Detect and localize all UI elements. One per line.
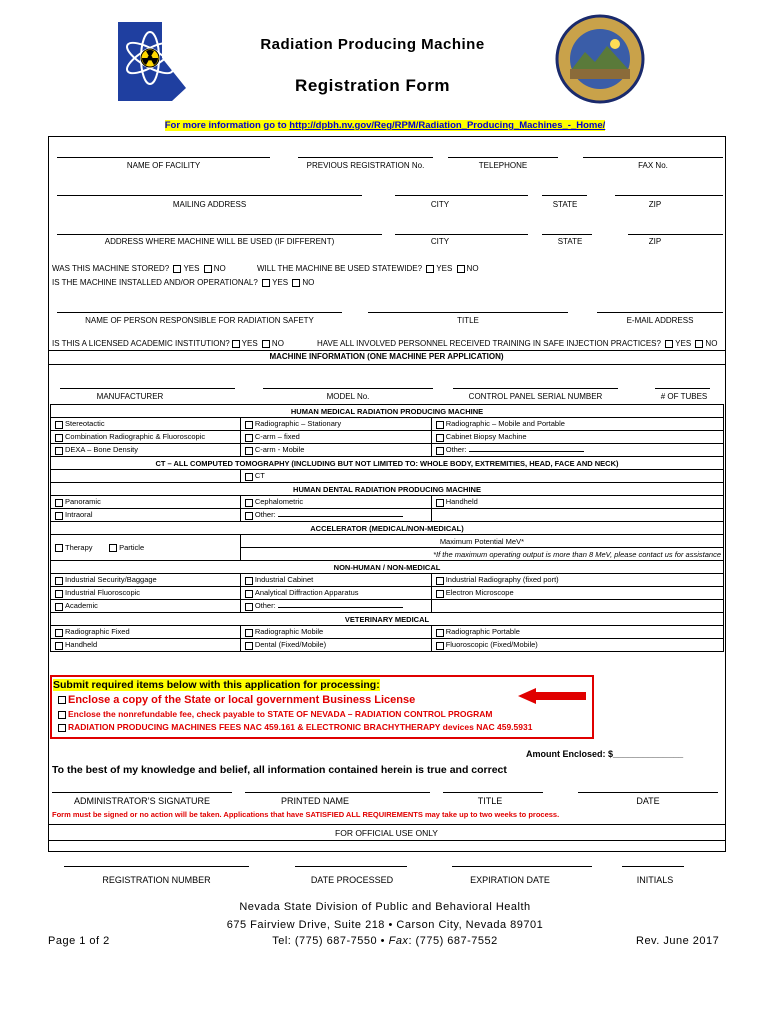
signature-label: ADMINISTRATOR’S SIGNATURE: [73, 796, 210, 806]
option-ind-fluoro[interactable]: Industrial Fluoroscopic: [51, 587, 241, 600]
nonhuman-header: NON-HUMAN / NON-MEDICAL: [51, 561, 724, 574]
fax-label: FAX No.: [638, 161, 668, 170]
stored-yes-checkbox[interactable]: [173, 265, 181, 273]
model-label: MODEL No.: [326, 392, 370, 401]
option-academic[interactable]: Academic: [51, 600, 241, 613]
max-mev-label: Maximum Potential MeV*: [240, 535, 723, 548]
left-arrow-icon: [518, 688, 586, 709]
submit-item-1[interactable]: Enclose a copy of the State or local government Business License: [56, 694, 415, 706]
page-number: Page 1 of 2: [48, 935, 110, 947]
machine-info-heading: MACHINE INFORMATION (ONE MACHINE PER APPLICATION): [269, 352, 504, 361]
option-fluoro-fm[interactable]: Fluoroscopic (Fixed/Mobile): [431, 639, 723, 652]
city1-label: CITY: [430, 200, 450, 209]
amount-enclosed[interactable]: Amount Enclosed: $______________: [526, 749, 684, 759]
option-analytical[interactable]: Analytical Diffraction Apparatus: [240, 587, 431, 600]
submit-item-2[interactable]: Enclose the nonrefundable fee, check payable to STATE OF NEVADA – RADIATION CONTROL PROGRAM: [56, 709, 492, 719]
telephone-label: TELEPHONE: [478, 161, 528, 170]
initials-label: INITIALS: [636, 875, 674, 885]
option-other-nonhuman[interactable]: Other:: [240, 600, 431, 613]
footer-address: 675 Fairview Drive, Suite 218 • Carson City, Nevada 89701: [226, 919, 544, 931]
mev-note: *If the maximum operating output is more than 8 MeV, please contact us for assistance: [240, 548, 723, 561]
installed-yes-checkbox[interactable]: [262, 279, 270, 287]
human-medical-header: HUMAN MEDICAL RADIATION PRODUCING MACHINE: [51, 405, 724, 418]
option-panoramic[interactable]: Panoramic: [51, 496, 241, 509]
option-ind-cabinet[interactable]: Industrial Cabinet: [240, 574, 431, 587]
address-machine-label: ADDRESS WHERE MACHINE WILL BE USED (IF DIFFERENT): [104, 237, 335, 246]
statewide-yes-checkbox[interactable]: [426, 265, 434, 273]
form-title-line1: Radiation Producing Machine: [260, 36, 485, 53]
option-cabinet-biopsy[interactable]: Cabinet Biopsy Machine: [431, 431, 723, 444]
option-therapy-particle[interactable]: Therapy Particle: [51, 535, 241, 561]
dental-header: HUMAN DENTAL RADIATION PRODUCING MACHINE: [51, 483, 724, 496]
machine-type-table: [50, 404, 724, 652]
ct-header: CT – ALL COMPUTED TOMOGRAPHY (INCLUDING BUT NOT LIMITED TO: WHOLE BODY, EXTREMITIES, HEAD, FACE AND NECK): [51, 457, 724, 470]
prev-reg-label: PREVIOUS REGISTRATION No.: [306, 161, 425, 170]
vet-header: VETERINARY MEDICAL: [51, 613, 724, 626]
zip1-label: ZIP: [648, 200, 662, 209]
info-prefix: For more information go to: [164, 120, 290, 131]
option-ind-radiography[interactable]: Industrial Radiography (fixed port): [431, 574, 723, 587]
accelerator-header: ACCELERATOR (MEDICAL/NON-MEDICAL): [51, 522, 724, 535]
option-stereotactic[interactable]: Stereotactic: [51, 418, 241, 431]
academic-no-checkbox[interactable]: [262, 340, 270, 348]
submit-heading: Submit required items below with this application for processing:: [53, 679, 380, 691]
training-no-checkbox[interactable]: [695, 340, 703, 348]
option-other-medical[interactable]: Other:: [431, 444, 723, 457]
certify-statement: To the best of my knowledge and belief, all information contained herein is true and correct: [52, 764, 507, 776]
nevada-state-seal: [555, 14, 645, 104]
q-training: HAVE ALL INVOLVED PERSONNEL RECEIVED TRAINING IN SAFE INJECTION PRACTICES? YES NO: [317, 339, 718, 348]
option-rad-stationary[interactable]: Radiographic – Stationary: [240, 418, 431, 431]
installed-no-checkbox[interactable]: [292, 279, 300, 287]
title-label: TITLE: [457, 316, 479, 325]
stored-no-checkbox[interactable]: [204, 265, 212, 273]
facility-label: NAME OF FACILITY: [126, 161, 201, 170]
serial-label: CONTROL PANEL SERIAL NUMBER: [468, 392, 603, 401]
option-dexa[interactable]: DEXA – Bone Density: [51, 444, 241, 457]
option-carm-fixed[interactable]: C-arm – fixed: [240, 431, 431, 444]
cert-title-label: TITLE: [477, 796, 503, 806]
city2-label: CITY: [430, 237, 450, 246]
manufacturer-label: MANUFACTURER: [96, 392, 164, 401]
option-handheld-vet[interactable]: Handheld: [51, 639, 241, 652]
submit-requirements-box: [50, 675, 594, 739]
option-ct[interactable]: CT: [240, 470, 723, 483]
option-ind-security[interactable]: Industrial Security/Baggage: [51, 574, 241, 587]
printed-name-label: PRINTED NAME: [280, 796, 349, 806]
official-use-heading: FOR OFFICIAL USE ONLY: [335, 828, 438, 838]
sign-warning: Form must be signed or no action will be taken. Applications that have SATISFIED ALL REQUIREMENTS may take up to two weeks to process.: [52, 810, 560, 819]
option-rad-mobile[interactable]: Radiographic Mobile: [240, 626, 431, 639]
info-line: [0, 120, 770, 131]
expiration-label: EXPIRATION DATE: [470, 875, 550, 885]
reg-number-label: REGISTRATION NUMBER: [102, 875, 211, 885]
state2-label: STATE: [557, 237, 583, 246]
state1-label: STATE: [552, 200, 578, 209]
footer-agency: Nevada State Division of Public and Behavioral Health: [239, 901, 531, 913]
nevada-radiation-logo: [110, 18, 190, 103]
academic-yes-checkbox[interactable]: [232, 340, 240, 348]
footer-phone: Tel: (775) 687-7550 • Fax: (775) 687-7552: [272, 935, 498, 947]
tubes-label: # OF TUBES: [660, 392, 708, 401]
option-carm-mobile[interactable]: C-arm - Mobile: [240, 444, 431, 457]
option-electron[interactable]: Electron Microscope: [431, 587, 723, 600]
statewide-no-checkbox[interactable]: [457, 265, 465, 273]
training-yes-checkbox[interactable]: [665, 340, 673, 348]
option-dental-fm[interactable]: Dental (Fixed/Mobile): [240, 639, 431, 652]
option-handheld-dental[interactable]: Handheld: [431, 496, 723, 509]
submit-item-3[interactable]: RADIATION PRODUCING MACHINES FEES NAC 459.161 & ELECTRONIC BRACHYTHERAPY devices NAC 459.5931: [56, 722, 532, 732]
q-installed: IS THE MACHINE INSTALLED AND/OR OPERATIONAL? YES NO: [52, 278, 315, 287]
q-stored: WAS THIS MACHINE STORED? YES NO: [52, 264, 226, 273]
option-rad-portable[interactable]: Radiographic Portable: [431, 626, 723, 639]
person-label: NAME OF PERSON RESPONSIBLE FOR RADIATION SAFETY: [85, 316, 314, 325]
zip2-label: ZIP: [648, 237, 662, 246]
option-other-dental[interactable]: Other:: [240, 509, 431, 522]
email-label: E-MAIL ADDRESS: [626, 316, 694, 325]
option-intraoral[interactable]: Intraoral: [51, 509, 241, 522]
cert-date-label: DATE: [636, 796, 660, 806]
option-cephalometric[interactable]: Cephalometric: [240, 496, 431, 509]
info-link[interactable]: http://dpbh.nv.gov/Reg/RPM/Radiation_Producing_Machines_-_Home/: [289, 120, 606, 131]
option-rad-fixed[interactable]: Radiographic Fixed: [51, 626, 241, 639]
q-academic: IS THIS A LICENSED ACADEMIC INSTITUTION? YES NO: [52, 339, 284, 348]
date-processed-label: DATE PROCESSED: [310, 875, 394, 885]
form-title-line2: Registration Form: [295, 76, 450, 95]
option-combo[interactable]: Combination Radiographic & Fluoroscopic: [51, 431, 241, 444]
q-statewide: WILL THE MACHINE BE USED STATEWIDE? YES NO: [257, 264, 479, 273]
revision-date: Rev. June 2017: [636, 935, 720, 947]
option-rad-mobile-portable[interactable]: Radiographic – Mobile and Portable: [431, 418, 723, 431]
mailing-label: MAILING ADDRESS: [172, 200, 247, 209]
